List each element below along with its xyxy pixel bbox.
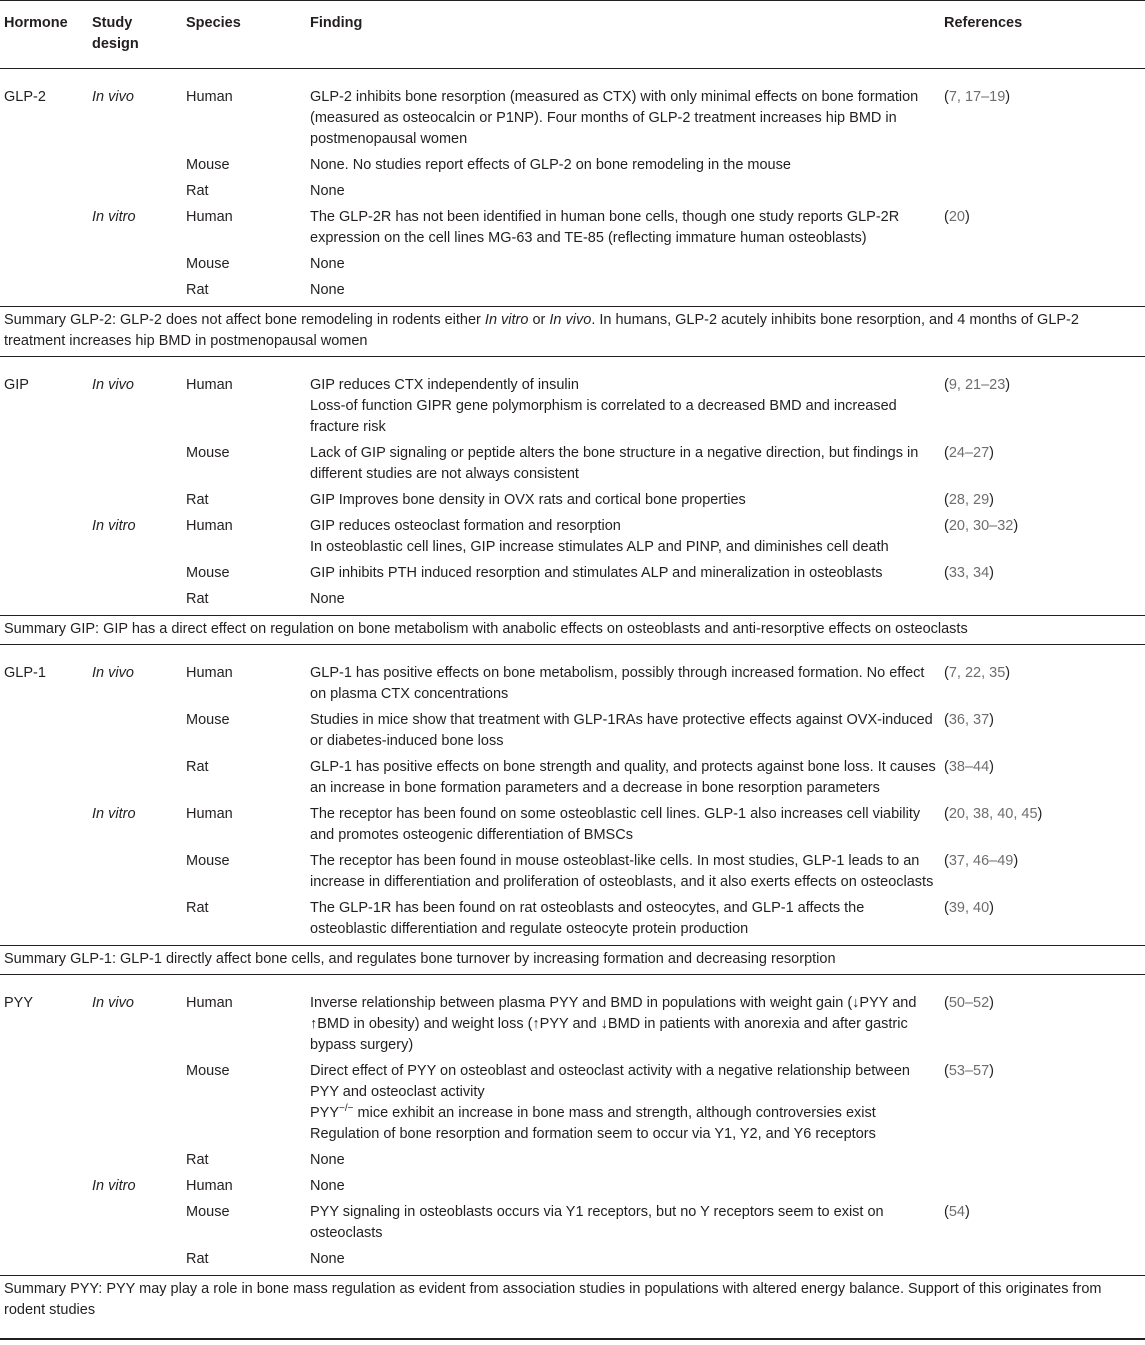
study-design-cell: In vitro xyxy=(92,806,136,822)
hormone-cell xyxy=(0,895,92,946)
species-cell: Mouse xyxy=(186,712,230,728)
paren-close: ) xyxy=(989,995,995,1011)
reference-link[interactable]: 50–52 xyxy=(948,995,990,1011)
paren-open: ( xyxy=(944,89,949,105)
table-body xyxy=(0,69,1145,1340)
finding-cell xyxy=(310,1246,944,1276)
table-row xyxy=(0,801,1145,848)
references-cell xyxy=(944,560,1145,586)
species-cell: Rat xyxy=(186,900,209,916)
paren-close: ) xyxy=(1013,518,1019,534)
finding-line: GIP reduces osteoclast formation and resorption xyxy=(310,518,621,534)
finding-cell xyxy=(310,69,944,153)
paren-open: ( xyxy=(944,712,949,728)
references-cell xyxy=(944,487,1145,513)
reference-link[interactable]: 28, 29 xyxy=(948,492,990,508)
paren-close: ) xyxy=(964,1204,970,1220)
paren-open: ( xyxy=(944,445,949,461)
finding-line: None xyxy=(310,1152,345,1168)
species-cell: Rat xyxy=(186,183,209,199)
paren-close: ) xyxy=(1005,89,1011,105)
finding-cell xyxy=(310,487,944,513)
finding-line: GLP-2 inhibits bone resorption (measured as CTX) with only minimal effects on bone formation (measured as osteocalcin or P1NP). Four months of GLP-2 treatment increases hip BMD in postmenopausal women xyxy=(310,89,919,147)
reference-link[interactable]: 9, 21–23 xyxy=(948,377,1006,393)
finding-line: Inverse relationship between plasma PYY and BMD in populations with weight gain (↓PYY and ↑BMD in obesity) and weight loss (↑PYY and ↓BMD in patients with anorexia and after gastric bypass surgery) xyxy=(310,995,917,1053)
study-design-cell xyxy=(92,707,186,754)
species-cell: Mouse xyxy=(186,256,230,272)
summary-part: Summary GLP-1: GLP-1 directly affect bone cells, and regulates bone turnover by increasing formation and decreasing resorption xyxy=(4,951,836,967)
hormone-cell xyxy=(0,848,92,895)
references-cell xyxy=(944,895,1145,946)
finding-cell xyxy=(310,1147,944,1173)
species-cell: Rat xyxy=(186,591,209,607)
finding-line: GIP Improves bone density in OVX rats and cortical bone properties xyxy=(310,492,746,508)
paren-open: ( xyxy=(944,377,949,393)
finding-cell xyxy=(310,801,944,848)
hormone-cell: GIP xyxy=(4,377,29,393)
study-design-cell xyxy=(92,487,186,513)
table-row xyxy=(0,975,1145,1059)
hormone-cell xyxy=(0,487,92,513)
study-design-cell xyxy=(92,178,186,204)
finding-line: The receptor has been found on some osteoblastic cell lines. GLP-1 also increases cell viability and promotes osteogenic differentiation of BMSCs xyxy=(310,806,921,843)
table-row xyxy=(0,560,1145,586)
hormone-cell xyxy=(0,251,92,277)
finding-cell xyxy=(310,440,944,487)
reference-link[interactable]: 24–27 xyxy=(948,445,990,461)
paren-open: ( xyxy=(944,759,949,775)
paren-close: ) xyxy=(1005,377,1011,393)
finding-cell xyxy=(310,357,944,441)
species-cell: Mouse xyxy=(186,565,230,581)
paren-open: ( xyxy=(944,565,949,581)
summary-row xyxy=(0,616,1145,645)
paren-open: ( xyxy=(944,518,949,534)
references-cell xyxy=(944,1058,1145,1147)
study-design-cell: In vitro xyxy=(92,518,136,534)
study-design-cell xyxy=(92,560,186,586)
reference-link[interactable]: 36, 37 xyxy=(948,712,990,728)
references-cell xyxy=(944,801,1145,848)
references-cell xyxy=(944,357,1145,441)
finding-line: None xyxy=(310,1251,345,1267)
table-row xyxy=(0,848,1145,895)
references-cell xyxy=(944,848,1145,895)
finding-line: GLP-1 has positive effects on bone strength and quality, and protects against bone loss. It causes an increase in bone formation parameters and a decrease in bone resorption parameters xyxy=(310,759,936,796)
references-cell xyxy=(944,586,1145,616)
summary-part: Summary GLP-2: GLP-2 does not affect bone remodeling in rodents either xyxy=(4,312,485,328)
species-cell: Human xyxy=(186,89,233,105)
study-design-cell xyxy=(92,586,186,616)
finding-line: None. No studies report effects of GLP-2 on bone remodeling in the mouse xyxy=(310,157,791,173)
species-cell: Mouse xyxy=(186,1204,230,1220)
finding-cell xyxy=(310,1058,944,1147)
finding-line: GIP inhibits PTH induced resorption and stimulates ALP and mineralization in osteoblasts xyxy=(310,565,883,581)
species-cell: Rat xyxy=(186,1152,209,1168)
species-cell: Rat xyxy=(186,759,209,775)
table-row xyxy=(0,1058,1145,1147)
study-design-cell xyxy=(92,895,186,946)
summary-part: or xyxy=(528,312,550,328)
species-cell: Mouse xyxy=(186,853,230,869)
study-design-cell xyxy=(92,1246,186,1276)
finding-line: The GLP-1R has been found on rat osteoblasts and osteocytes, and GLP-1 affects the osteoblastic differentiation and regulate osteocyte protein production xyxy=(310,900,865,937)
study-design-cell xyxy=(92,277,186,307)
paren-open: ( xyxy=(944,853,949,869)
species-cell: Mouse xyxy=(186,445,230,461)
header-references: References xyxy=(944,15,1023,31)
references-cell xyxy=(944,277,1145,307)
paren-close: ) xyxy=(989,492,995,508)
references-cell xyxy=(944,178,1145,204)
paren-open: ( xyxy=(944,1204,949,1220)
finding-cell xyxy=(310,513,944,560)
finding-cell xyxy=(310,975,944,1059)
hormone-cell: GLP-2 xyxy=(4,89,46,105)
study-design-cell xyxy=(92,440,186,487)
table-row xyxy=(0,1199,1145,1246)
study-design-cell: In vivo xyxy=(92,995,134,1011)
hormone-cell xyxy=(0,513,92,560)
study-design-cell xyxy=(92,754,186,801)
summary-part: In vivo xyxy=(549,312,592,328)
species-cell: Human xyxy=(186,806,233,822)
hormone-cell xyxy=(0,1058,92,1147)
reference-link[interactable]: 7, 17–19 xyxy=(948,89,1006,105)
finding-line: None xyxy=(310,1178,345,1194)
paren-open: ( xyxy=(944,492,949,508)
references-cell xyxy=(944,513,1145,560)
table-row xyxy=(0,754,1145,801)
table-row xyxy=(0,645,1145,708)
paren-open: ( xyxy=(944,1063,949,1079)
hormone-cell xyxy=(0,1147,92,1173)
summary-text xyxy=(0,616,1145,645)
finding-cell xyxy=(310,152,944,178)
study-design-cell xyxy=(92,1058,186,1147)
finding-cell xyxy=(310,645,944,708)
finding-cell xyxy=(310,277,944,307)
summary-row xyxy=(0,1276,1145,1340)
finding-line: None xyxy=(310,591,345,607)
finding-cell xyxy=(310,178,944,204)
finding-line: PYY−/− mice exhibit an increase in bone mass and strength, although controversies exist xyxy=(310,1103,876,1121)
study-design-cell: In vitro xyxy=(92,1178,136,1194)
species-cell: Rat xyxy=(186,492,209,508)
hormone-cell xyxy=(0,440,92,487)
study-design-cell: In vitro xyxy=(92,209,136,225)
species-cell: Human xyxy=(186,665,233,681)
hormone-cell xyxy=(0,586,92,616)
hormone-cell xyxy=(0,152,92,178)
references-cell xyxy=(944,1147,1145,1173)
paren-close: ) xyxy=(989,712,995,728)
species-cell: Rat xyxy=(186,1251,209,1267)
reference-link[interactable]: 20, 38, 40, 45 xyxy=(948,806,1038,822)
table-row xyxy=(0,277,1145,307)
hormone-cell xyxy=(0,204,92,251)
species-cell: Rat xyxy=(186,282,209,298)
reference-link[interactable]: 39, 40 xyxy=(948,900,990,916)
hormone-cell xyxy=(0,560,92,586)
paren-close: ) xyxy=(964,209,970,225)
finding-cell xyxy=(310,895,944,946)
paren-close: ) xyxy=(1005,665,1011,681)
references-cell xyxy=(944,707,1145,754)
references-cell xyxy=(944,645,1145,708)
paren-close: ) xyxy=(989,759,995,775)
finding-cell xyxy=(310,1199,944,1246)
finding-cell xyxy=(310,848,944,895)
reference-link[interactable]: 37, 46–49 xyxy=(948,853,1014,869)
finding-line: None xyxy=(310,256,345,272)
table-row xyxy=(0,895,1145,946)
table-row xyxy=(0,1173,1145,1199)
finding-line: None xyxy=(310,282,345,298)
finding-line: Regulation of bone resorption and formation seem to occur via Y1, Y2, and Y6 receptors xyxy=(310,1126,876,1142)
finding-line: None xyxy=(310,183,345,199)
finding-line: Loss-of function GIPR gene polymorphism is correlated to a decreased BMD and increased fracture risk xyxy=(310,398,897,435)
species-cell: Human xyxy=(186,518,233,534)
hormone-cell xyxy=(0,1173,92,1199)
paren-close: ) xyxy=(1013,853,1019,869)
species-cell: Human xyxy=(186,1178,233,1194)
study-design-cell xyxy=(92,1147,186,1173)
species-cell: Human xyxy=(186,995,233,1011)
hormone-cell xyxy=(0,277,92,307)
paren-close: ) xyxy=(989,565,995,581)
finding-line: GIP reduces CTX independently of insulin xyxy=(310,377,579,393)
finding-line: In osteoblastic cell lines, GIP increase stimulates ALP and PINP, and diminishes cell death xyxy=(310,539,889,555)
summary-text xyxy=(0,307,1145,357)
header-study-design: Study design xyxy=(92,15,139,52)
paren-open: ( xyxy=(944,995,949,1011)
reference-link[interactable]: 53–57 xyxy=(948,1063,990,1079)
finding-line: PYY signaling in osteoblasts occurs via Y1 receptors, but no Y receptors seem to exist on osteoclasts xyxy=(310,1204,884,1241)
paren-close: ) xyxy=(989,445,995,461)
study-design-cell: In vivo xyxy=(92,665,134,681)
summary-part: . In humans, GLP-2 acutely inhibits bone resorption, and 4 months of GLP-2 treatment increases hip BMD in postmenopausal women xyxy=(4,312,1079,349)
header-species: Species xyxy=(186,15,241,31)
finding-line: The GLP-2R has not been identified in human bone cells, though one study reports GLP-2R expression on the cell lines MG-63 and TE-85 (reflecting immature human osteoblasts) xyxy=(310,209,900,246)
references-cell xyxy=(944,204,1145,251)
study-design-cell xyxy=(92,1199,186,1246)
table-row xyxy=(0,152,1145,178)
table-row xyxy=(0,513,1145,560)
hormone-cell xyxy=(0,754,92,801)
references-cell xyxy=(944,440,1145,487)
finding-cell xyxy=(310,204,944,251)
hormone-cell xyxy=(0,1246,92,1276)
summary-row xyxy=(0,307,1145,357)
finding-cell xyxy=(310,1173,944,1199)
study-design-cell xyxy=(92,152,186,178)
hormone-cell xyxy=(0,707,92,754)
reference-link[interactable]: 20, 30–32 xyxy=(948,518,1014,534)
table-row xyxy=(0,204,1145,251)
references-cell xyxy=(944,1199,1145,1246)
finding-cell xyxy=(310,586,944,616)
reference-link[interactable]: 54 xyxy=(948,1204,965,1220)
finding-cell xyxy=(310,754,944,801)
summary-part: Summary PYY: PYY may play a role in bone mass regulation as evident from association studies in populations with altered energy balance. Support of this originates from rodent studies xyxy=(4,1281,1102,1318)
hormone-cell: PYY xyxy=(4,995,34,1011)
reference-link[interactable]: 33, 34 xyxy=(948,565,990,581)
finding-line: Direct effect of PYY on osteoblast and osteoclast activity with a negative relationship between PYY and osteoclast activity xyxy=(310,1063,910,1100)
finding-line: The receptor has been found in mouse osteoblast-like cells. In most studies, GLP-1 leads to an increase in differentiation and proliferation of osteoblasts, and it also exerts effects on osteoclasts xyxy=(310,853,934,890)
table-row xyxy=(0,586,1145,616)
table-row xyxy=(0,357,1145,441)
study-design-cell xyxy=(92,251,186,277)
hormone-cell xyxy=(0,801,92,848)
species-cell: Mouse xyxy=(186,1063,230,1079)
summary-text xyxy=(0,946,1145,975)
paren-close: ) xyxy=(989,1063,995,1079)
table-row xyxy=(0,178,1145,204)
references-cell xyxy=(944,1246,1145,1276)
species-cell: Human xyxy=(186,377,233,393)
hormone-cell xyxy=(0,178,92,204)
finding-line: Studies in mice show that treatment with GLP-1RAs have protective effects against OVX-induced or diabetes-induced bone loss xyxy=(310,712,933,749)
table-row xyxy=(0,69,1145,153)
summary-part: Summary GIP: GIP has a direct effect on regulation on bone metabolism with anabolic effects on osteoblasts and anti-resorptive effects on osteoclasts xyxy=(4,621,968,637)
finding-line: Lack of GIP signaling or peptide alters the bone structure in a negative direction, but findings in different studies are not always consistent xyxy=(310,445,919,482)
hormone-cell: GLP-1 xyxy=(4,665,46,681)
summary-row xyxy=(0,946,1145,975)
table-row xyxy=(0,487,1145,513)
references-cell xyxy=(944,152,1145,178)
table-row xyxy=(0,251,1145,277)
table-row xyxy=(0,1246,1145,1276)
paren-open: ( xyxy=(944,806,949,822)
header-row xyxy=(0,1,1145,69)
header-finding: Finding xyxy=(310,15,363,31)
finding-cell xyxy=(310,707,944,754)
paren-open: ( xyxy=(944,665,949,681)
finding-line: GLP-1 has positive effects on bone metabolism, possibly through increased formation. No effect on plasma CTX concentrations xyxy=(310,665,925,702)
paren-close: ) xyxy=(1037,806,1043,822)
references-cell xyxy=(944,975,1145,1059)
finding-cell xyxy=(310,560,944,586)
table-row xyxy=(0,1147,1145,1173)
study-design-cell: In vivo xyxy=(92,377,134,393)
references-cell xyxy=(944,251,1145,277)
reference-link[interactable]: 7, 22, 35 xyxy=(948,665,1006,681)
table-bottom-rule xyxy=(0,1338,1145,1339)
header-hormone: Hormone xyxy=(4,15,68,31)
reference-link[interactable]: 38–44 xyxy=(948,759,990,775)
summary-text xyxy=(0,1276,1145,1340)
references-cell xyxy=(944,754,1145,801)
table-row xyxy=(0,440,1145,487)
paren-open: ( xyxy=(944,900,949,916)
reference-link[interactable]: 20 xyxy=(948,209,965,225)
finding-cell xyxy=(310,251,944,277)
paren-open: ( xyxy=(944,209,949,225)
paren-close: ) xyxy=(989,900,995,916)
species-cell: Mouse xyxy=(186,157,230,173)
references-cell xyxy=(944,1173,1145,1199)
table-row xyxy=(0,707,1145,754)
summary-part: In vitro xyxy=(484,312,529,328)
references-cell xyxy=(944,69,1145,153)
study-design-cell: In vivo xyxy=(92,89,134,105)
study-design-cell xyxy=(92,848,186,895)
hormone-cell xyxy=(0,1199,92,1246)
species-cell: Human xyxy=(186,209,233,225)
